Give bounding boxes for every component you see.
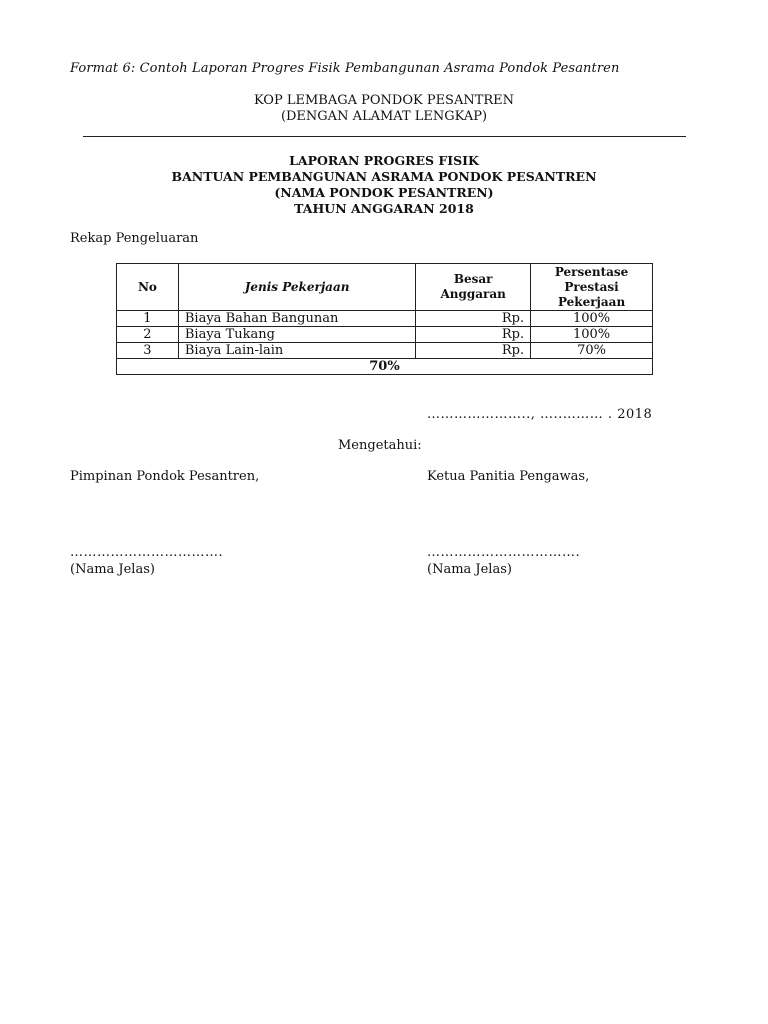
cell-jenis: Biaya Tukang <box>178 327 415 343</box>
mengetahui-label: Mengetahui: <box>338 438 422 453</box>
signature-right-name: (Nama Jelas) <box>427 562 512 577</box>
table-total-row <box>117 359 653 375</box>
cell-no: 2 <box>117 327 179 343</box>
header-no: No <box>117 264 179 311</box>
header-besar-anggaran <box>416 264 531 311</box>
table-row <box>117 311 653 327</box>
cell-total: 70% <box>117 359 653 375</box>
cell-anggaran: Rp. <box>416 343 531 359</box>
signature-left-title: Pimpinan Pondok Pesantren, <box>70 469 260 484</box>
table-header-row <box>117 264 653 311</box>
date-line: ………………….., …..……… . 2018 <box>427 407 653 422</box>
cell-persen: 70% <box>531 343 653 359</box>
cell-jenis: Biaya Bahan Bangunan <box>178 311 415 327</box>
header-persentase <box>531 264 653 311</box>
signature-left-name: (Nama Jelas) <box>70 562 155 577</box>
table-row <box>117 343 653 359</box>
cell-no: 3 <box>117 343 179 359</box>
header-jenis-pekerjaan: Jenis Pekerjaan <box>178 264 415 311</box>
report-subtitle: BANTUAN PEMBANGUNAN ASRAMA PONDOK PESANTREN <box>171 169 597 184</box>
signature-right-dots: ……………………………. <box>427 545 581 560</box>
format-caption: Format 6: Contoh Laporan Progres Fisik Pembangunan Asrama Pondok Pesantren <box>70 61 620 76</box>
cell-no: 1 <box>117 311 179 327</box>
header-persen-line3: Pekerjaan <box>557 294 626 309</box>
cell-persen: 100% <box>531 327 653 343</box>
header-persen-line2: Prestasi <box>564 279 619 294</box>
report-pesantren-name: (NAMA PONDOK PESANTREN) <box>274 185 494 200</box>
cell-jenis: Biaya Lain-lain <box>178 343 415 359</box>
header-besar-line1: Besar <box>453 272 493 286</box>
signature-left-dots: ……………………………. <box>70 545 224 560</box>
header-persen-line1: Persentase <box>554 264 629 279</box>
report-year: TAHUN ANGGARAN 2018 <box>294 201 474 216</box>
kop-lembaga-line: KOP LEMBAGA PONDOK PESANTREN <box>253 93 515 108</box>
kop-alamat-line: (DENGAN ALAMAT LENGKAP) <box>280 109 488 124</box>
table-row <box>117 327 653 343</box>
header-divider <box>83 136 686 137</box>
report-title: LAPORAN PROGRES FISIK <box>289 153 479 168</box>
signature-right-title: Ketua Panitia Pengawas, <box>427 469 590 484</box>
rekap-label: Rekap Pengeluaran <box>70 231 199 246</box>
cell-anggaran: Rp. <box>416 311 531 327</box>
cell-persen: 100% <box>531 311 653 327</box>
header-besar-line2: Anggaran <box>440 287 506 301</box>
rekap-table <box>116 263 653 375</box>
cell-anggaran: Rp. <box>416 327 531 343</box>
